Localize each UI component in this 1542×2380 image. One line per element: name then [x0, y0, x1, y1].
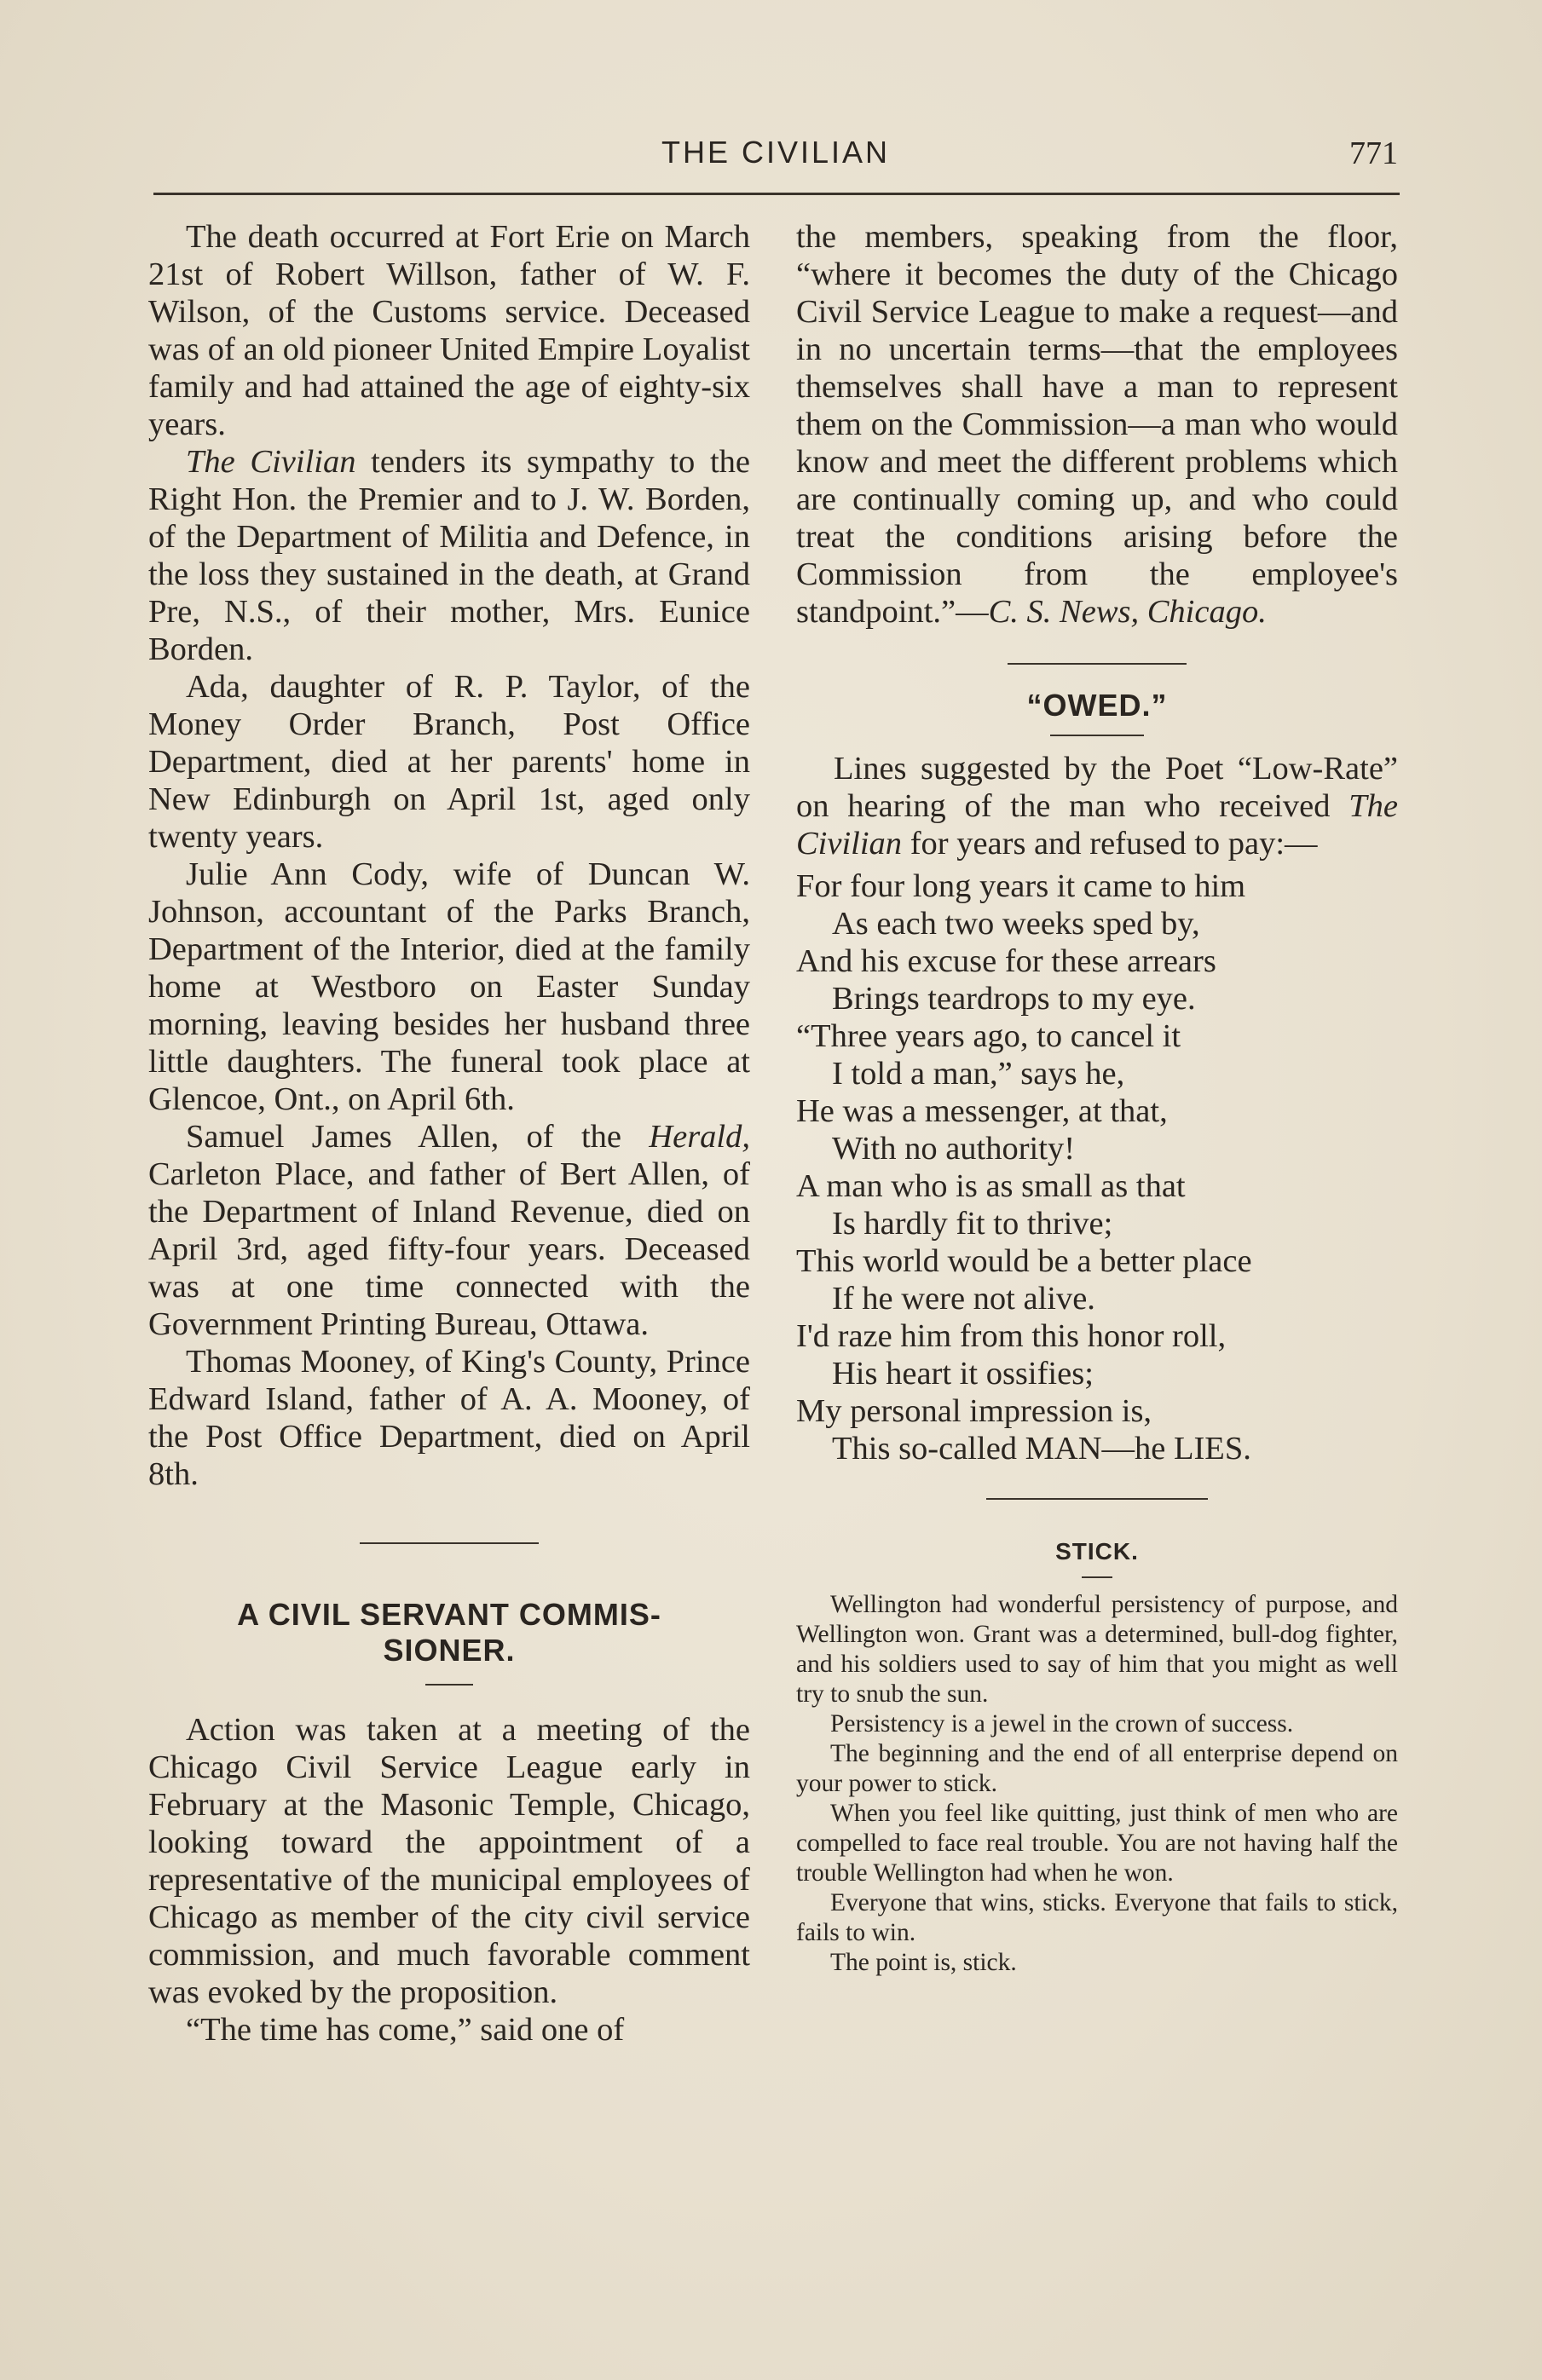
article-paragraph: Action was taken at a meeting of the Chicago Civil Service League early in February at the Masonic Temple, Chicago, looking toward the appointment of a representative of the municipal employees of Chicago as member of the city civil service commission, and much favorable comment was evoked by the proposition.	[148, 1712, 750, 2010]
herald-name: Herald,	[649, 1119, 750, 1155]
article-continuation	[796, 218, 1398, 631]
header-rule	[153, 193, 1400, 195]
obituary-allen-text: Carleton Place, and father of Bert Allen, of the Department of Inland Revenue, died on April 3rd, aged fifty-four years. Deceased was at one time connected with the Government Printing Bureau, Ottawa.	[148, 1156, 750, 1342]
obituary-taylor: Ada, daughter of R. P. Taylor, of the Money Order Branch, Post Office Department, died at her parents' home in New Edinburgh on April 1st, aged only twenty years.	[148, 669, 750, 855]
stick-paragraph: Persistency is a jewel in the crown of success.	[830, 1710, 1294, 1737]
stick-paragraph: Everyone that wins, sticks. Everyone that fails to stick, fails to win.	[796, 1889, 1398, 1946]
poem-line: Is hardly fit to thrive;	[832, 1206, 1113, 1242]
poem-intro-a: Lines suggested by the Poet “Low-Rate” on hearing of the man who received	[796, 751, 1398, 824]
stick-paragraph: When you feel like quitting, just think of men who are compelled to face real trouble. You are not having half the trouble Wellington had when he won.	[796, 1800, 1398, 1887]
obituary-borden	[148, 443, 750, 668]
poem-line: If he were not alive.	[832, 1281, 1095, 1317]
article-heading-line2: SIONER.	[383, 1633, 516, 1668]
poem-line: As each two weeks sped by,	[832, 906, 1200, 942]
publication-title: THE CIVILIAN	[661, 135, 891, 170]
poem-line: With no authority!	[832, 1131, 1076, 1167]
obituary-willson: The death occurred at Fort Erie on March 21st of Robert Willson, father of W. F. Wilson, of the Customs service. Deceased was of an old pioneer United Empire Loyalist family and had attained the age of eighty-six years.	[148, 219, 750, 442]
article-heading	[148, 1597, 750, 1668]
heading-divider	[1082, 1576, 1112, 1578]
obituary-borden-text: tenders its sympathy to the Right Hon. the Premier and to J. W. Borden, of the Department of Militia and Defence, in the loss they sustained in the death, at Grand Pre, N.S., of their mother, Mrs. Eunice Borden.	[148, 444, 750, 667]
page-header	[153, 130, 1398, 181]
section-divider	[1008, 663, 1187, 665]
poem	[796, 867, 1398, 1467]
heading-divider	[425, 1684, 473, 1686]
poem-line: For four long years it came to him	[796, 868, 1246, 904]
obituary-allen	[148, 1118, 750, 1343]
poem-line: And his excuse for these arrears	[796, 943, 1216, 979]
poem-intro	[796, 750, 1398, 862]
left-column	[148, 218, 750, 2049]
stick-paragraph: The beginning and the end of all enterprise depend on your power to stick.	[796, 1740, 1398, 1797]
civilian-name: The Civilian	[186, 444, 356, 480]
section-divider	[360, 1542, 539, 1544]
poem-line: My personal impression is,	[796, 1393, 1152, 1429]
right-column	[796, 218, 1398, 1978]
poem-line: A man who is as small as that	[796, 1168, 1186, 1204]
obituary-mooney: Thomas Mooney, of King's County, Prince Edward Island, father of A. A. Mooney, of the Post Office Department, died on April 8th.	[148, 1344, 750, 1492]
article-paragraph: “The time has come,” said one of	[186, 2012, 625, 2048]
heading-divider	[1050, 735, 1144, 736]
civilian-name: The Civilian	[796, 788, 1398, 862]
poem-line: His heart it ossifies;	[832, 1356, 1094, 1392]
poem-line: Brings teardrops to my eye.	[832, 981, 1196, 1017]
poem-line: I'd raze him from this honor roll,	[796, 1318, 1227, 1354]
poem-line: “Three years ago, to cancel it	[796, 1018, 1181, 1054]
continuation-text: the members, speaking from the floor, “where it becomes the duty of the Chicago Civil Service League to make a request—and in no uncertain terms—that the employees themselves shall have a man to represent them on the Commission—a man who would know and meet the different problems which are continually coming up, and who could treat the conditions arising before the Commission from the employee's standpoint.”—	[796, 219, 1398, 630]
poem-line: This so-called MAN—he LIES.	[832, 1431, 1251, 1467]
page-number: 771	[1349, 135, 1398, 171]
poem-intro-b: for years and refused to pay:—	[902, 826, 1318, 862]
poem-line: He was a messenger, at that,	[796, 1093, 1168, 1129]
stick-article	[796, 1590, 1398, 1978]
stick-paragraph: Wellington had wonderful persistency of purpose, and Wellington won. Grant was a determined, bull-dog fighter, and his soldiers used to say of him that you might as well try to snub the sun.	[796, 1591, 1398, 1708]
obituary-allen-prefix: Samuel James Allen, of the	[186, 1119, 650, 1155]
poem-heading: “OWED.”	[1026, 688, 1168, 723]
continuation-attribution: C. S. News, Chicago.	[988, 594, 1267, 630]
stick-heading: STICK.	[1055, 1538, 1139, 1565]
poem-line: This world would be a better place	[796, 1243, 1252, 1279]
stick-paragraph: The point is, stick.	[830, 1949, 1017, 1976]
poem-line: I told a man,” says he,	[832, 1056, 1125, 1092]
article-heading-line1: A CIVIL SERVANT COMMIS-	[237, 1597, 661, 1632]
obituary-cody: Julie Ann Cody, wife of Duncan W. Johnson, accountant of the Parks Branch, Department of the Interior, died at the family home at Westboro on Easter Sunday morning, leaving besides her husband three little daughters. The funeral took place at Glencoe, Ont., on April 6th.	[148, 856, 750, 1117]
section-divider	[986, 1498, 1208, 1500]
